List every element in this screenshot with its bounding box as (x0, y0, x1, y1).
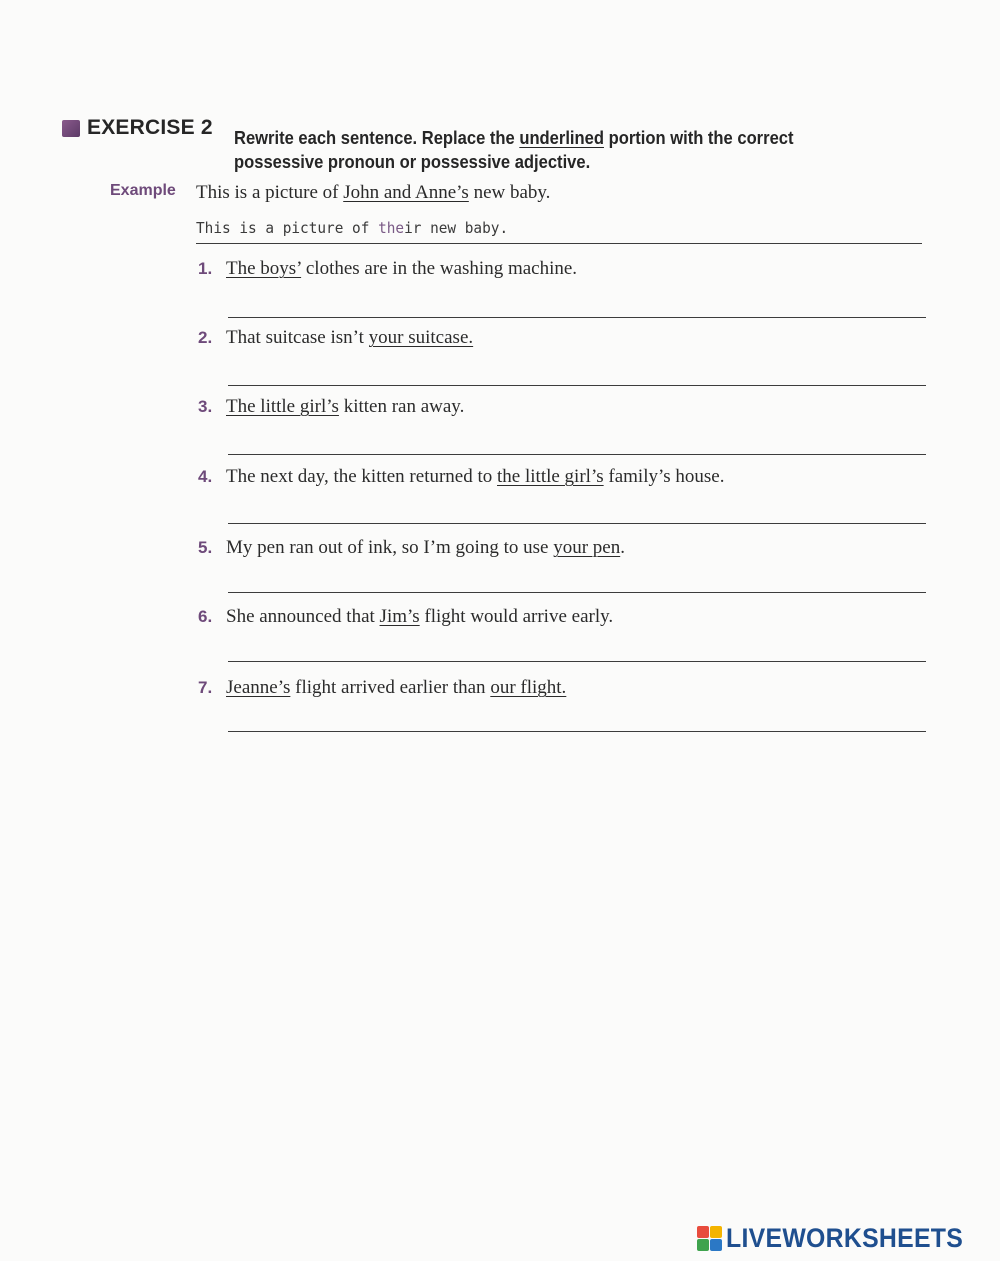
example-answer-after: ir new baby. (404, 219, 509, 237)
item-sentence (226, 606, 613, 627)
item-text-pre: The next day, the kitten returned to (226, 466, 498, 487)
logo-tile-2 (710, 1226, 722, 1238)
answer-line-7[interactable] (228, 731, 926, 732)
item-number: 5. (198, 538, 213, 557)
instruction-underlined: underlined (519, 128, 604, 148)
example-answer-line (196, 243, 922, 244)
item-text-pre: That suitcase isn’t (226, 327, 369, 348)
example-before: This is a picture of (196, 182, 344, 203)
item-sentence (226, 327, 473, 348)
item-underlined-2: our flight. (490, 677, 567, 698)
example-underlined: John and Anne’s (343, 182, 469, 203)
logo-tile-3 (697, 1239, 709, 1251)
item-sentence (226, 677, 566, 698)
example-sentence (196, 182, 550, 204)
instruction-part1: Rewrite each sentence. Replace the (234, 128, 520, 148)
answer-line-6[interactable] (228, 661, 926, 662)
answer-line-4[interactable] (228, 523, 926, 524)
item-underlined: Jeanne’s (226, 677, 291, 698)
item-text-pre: My pen ran out of ink, so I’m going to use (226, 537, 554, 558)
item-number: 1. (198, 259, 213, 278)
item-underlined: the little girl’s (497, 466, 604, 487)
exercise-label: EXERCISE 2 (87, 116, 213, 139)
example-answer (196, 219, 508, 237)
item-sentence (226, 466, 724, 487)
exercise-item-2 (198, 327, 473, 349)
item-text-mid: kitten ran away. (338, 396, 465, 417)
item-underlined: Jim’s (379, 606, 420, 627)
example-answer-before: This is a picture of (196, 219, 379, 237)
footer-brand (697, 1223, 984, 1253)
exercise-item-5 (198, 537, 625, 559)
item-sentence (226, 258, 577, 279)
item-underlined: The little girl’s (226, 396, 339, 417)
item-text-mid: flight would arrive early. (419, 606, 614, 627)
logo-tile-4 (710, 1239, 722, 1251)
item-sentence (226, 396, 464, 417)
exercise-square-icon (62, 120, 80, 137)
example-after: new baby. (468, 182, 551, 203)
exercise-item-1 (198, 258, 577, 280)
logo-tile-1 (697, 1226, 709, 1238)
item-underlined: your pen (553, 537, 621, 558)
liveworksheets-logo-icon (697, 1226, 722, 1251)
exercise-item-4 (198, 466, 724, 488)
exercise-instruction (234, 126, 823, 174)
instruction-part2: portion with the correct possessive pronoun or possessive adjective. (234, 128, 794, 172)
item-sentence (226, 537, 625, 558)
answer-line-3[interactable] (228, 454, 926, 455)
example-label: Example (110, 182, 176, 199)
item-number: 2. (198, 328, 213, 347)
item-text-mid: flight arrived earlier than (290, 677, 491, 698)
item-text-mid: family’s house. (603, 466, 725, 487)
item-number: 7. (198, 678, 213, 697)
item-underlined: The boys’ (226, 258, 302, 279)
exercise-item-6 (198, 606, 613, 628)
answer-line-2[interactable] (228, 385, 926, 386)
answer-line-5[interactable] (228, 592, 926, 593)
item-underlined: your suitcase. (368, 327, 474, 348)
answer-line-1[interactable] (228, 317, 926, 318)
item-text-pre: She announced that (226, 606, 380, 627)
footer-brand-text: LIVEWORKSHEETS (726, 1222, 964, 1253)
item-number: 6. (198, 607, 213, 626)
item-text-mid: . (620, 537, 625, 558)
exercise-item-7 (198, 677, 566, 699)
example-answer-highlight: the (378, 219, 405, 237)
item-number: 3. (198, 397, 213, 416)
item-number: 4. (198, 467, 213, 486)
item-text-mid: clothes are in the washing machine. (301, 258, 578, 279)
exercise-item-3 (198, 396, 464, 418)
